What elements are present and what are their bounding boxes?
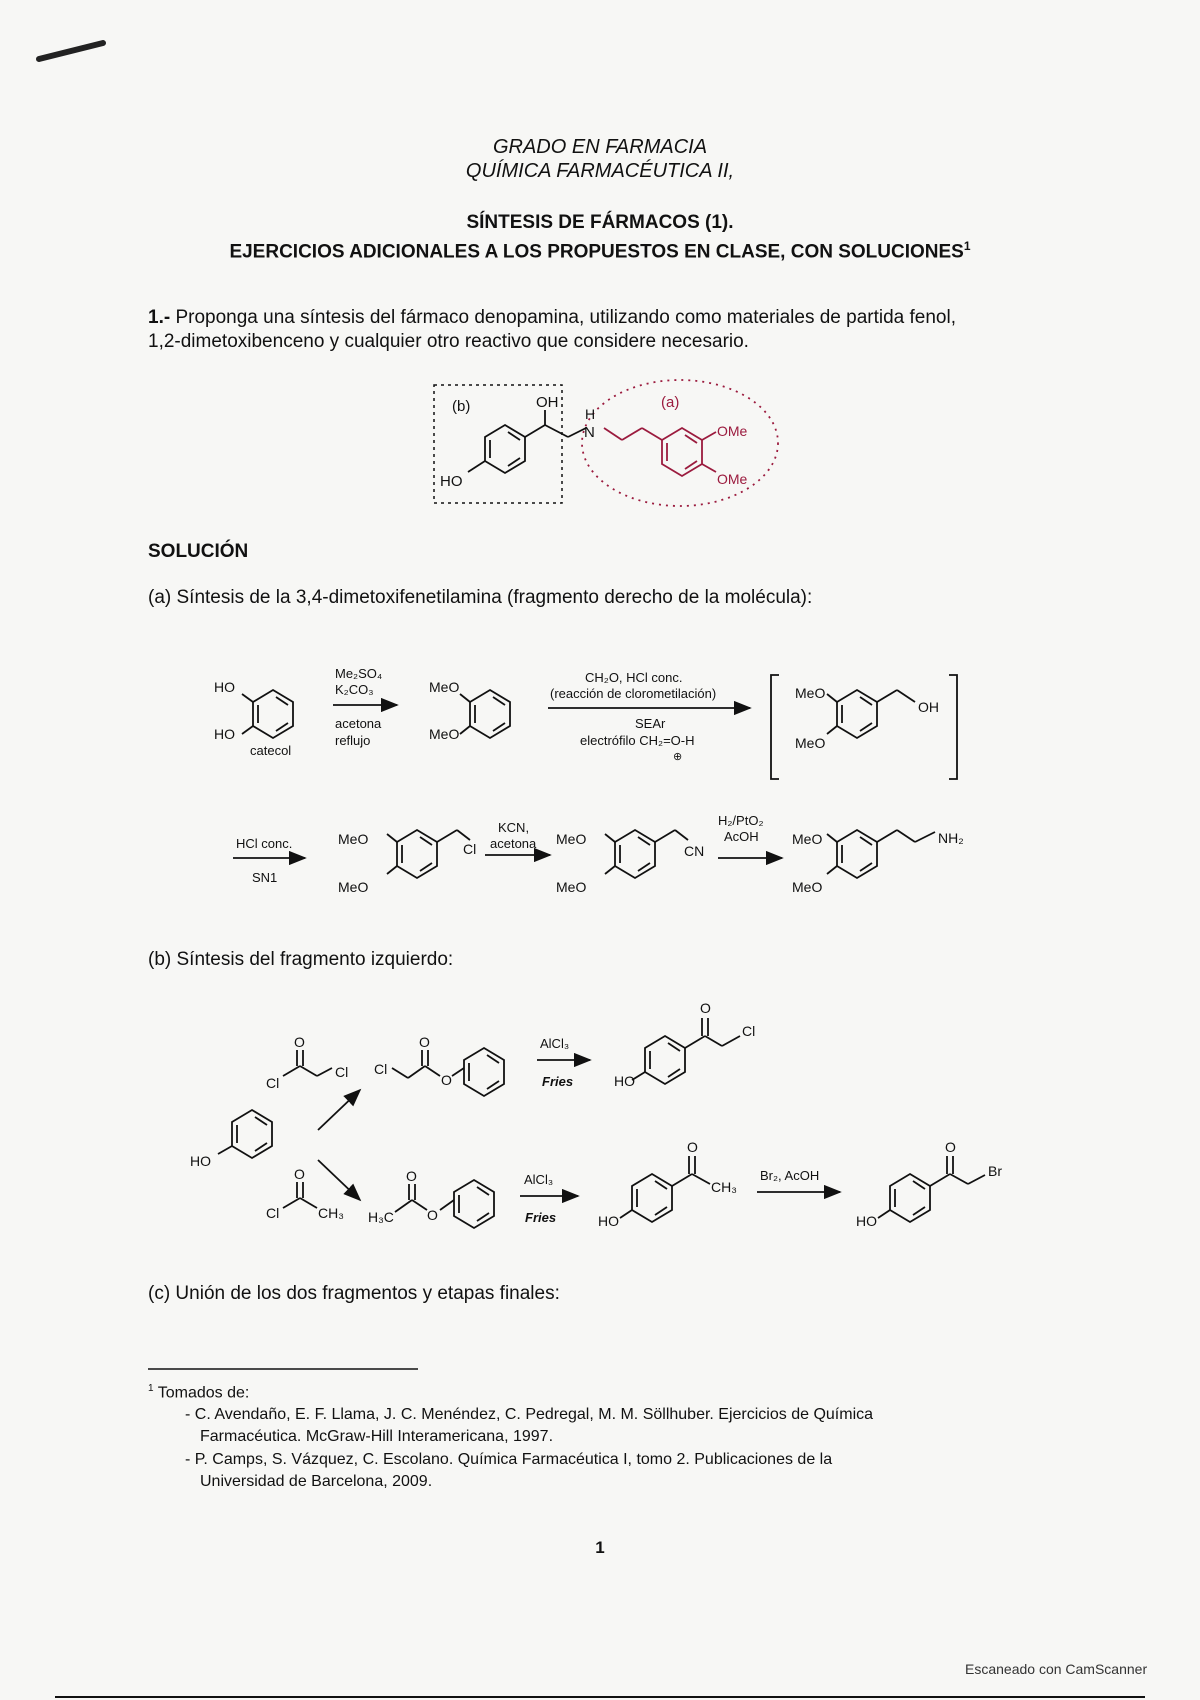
acetyl-chloride <box>283 1182 317 1208</box>
nit-cn: CN <box>684 843 705 859</box>
scheme-a-row-1 <box>214 666 957 779</box>
catechol-ho-1: HO <box>214 679 235 695</box>
label-oh: OH <box>536 394 559 411</box>
reagent-2-top-2: (reacción de clorometilación) <box>550 686 717 701</box>
alcl3-lower: AlCl₃ <box>524 1172 554 1187</box>
section-c-title: (c) Unión de los dos fragmentos y etapas finales: <box>148 1283 560 1304</box>
label-ho: HO <box>440 473 463 490</box>
page-subtitle-text: EJERCICIOS ADICIONALES A LOS PROPUESTOS EN CLASE, CON SOLUCIONES <box>229 241 964 263</box>
cap-ho: HO <box>614 1073 635 1089</box>
pea-meo-1: MeO <box>792 831 823 847</box>
header-degree: GRADO EN FARMACIA <box>492 136 708 158</box>
footnote-ref-1-line-1: - C. Avendaño, E. F. Llama, J. C. Menéndez, C. Pedregal, M. M. Söllhuber. Ejercicios de Química <box>185 1406 874 1423</box>
nit-meo-2: MeO <box>556 879 587 895</box>
footnote-intro-text: Tomados de: <box>157 1384 250 1402</box>
chloroacetyl-chloride <box>283 1050 332 1076</box>
phenol-start <box>218 1110 272 1158</box>
label-b: (b) <box>452 398 471 415</box>
dimethoxyphenethyl-part <box>604 428 716 476</box>
hap-ho: HO <box>598 1213 619 1229</box>
footnote-mark: 1 <box>148 1383 154 1394</box>
bracket-right <box>949 675 957 779</box>
reagent-3-bot: SN1 <box>252 870 278 885</box>
br2-reagent: Br₂, AcOH <box>760 1168 820 1183</box>
chloroacetophenone <box>632 1018 740 1084</box>
pa-o-carbonyl: O <box>406 1168 417 1184</box>
footnote-ref-1-line-2: Farmacéutica. McGraw-Hill Interamericana, 1997. <box>200 1428 554 1445</box>
section-b-title: (b) Síntesis del fragmento izquierdo: <box>148 949 454 970</box>
cac-cl-2: Cl <box>335 1064 349 1080</box>
label-h: H <box>585 406 596 422</box>
phenol-ho: HO <box>190 1153 211 1169</box>
pea-meo-2: MeO <box>792 879 823 895</box>
reagent-1-top-2: K₂CO₃ <box>335 682 374 697</box>
cac-cl-1: Cl <box>266 1075 280 1091</box>
camscanner-watermark: Escaneado con CamScanner <box>965 1661 1148 1677</box>
footnote-ref-2-line-1: - P. Camps, S. Vázquez, C. Escolano. Química Farmacéutica I, tomo 2. Publicaciones de la <box>185 1451 833 1468</box>
cap-cl: Cl <box>742 1023 756 1039</box>
arrow-up <box>318 1090 360 1130</box>
reagent-2-top-1: CH₂O, HCl conc. <box>585 670 683 685</box>
bap-ho: HO <box>856 1213 877 1229</box>
hydroxyacetophenone <box>620 1156 710 1222</box>
fries-upper: Fries <box>542 1074 574 1089</box>
denopamine-structure <box>434 380 778 506</box>
page-title: SÍNTESIS DE FÁRMACOS (1). <box>466 212 734 233</box>
cm-meo-1: MeO <box>338 831 369 847</box>
int-meo-2: MeO <box>795 735 826 751</box>
pa-h3c: H₃C <box>368 1209 394 1225</box>
dimethoxybenzene-structure <box>460 690 510 738</box>
reagent-1-bot-2: reflujo <box>335 733 371 748</box>
section-a-title: (a) Síntesis de la 3,4-dimetoxifenetilamina (fragmento derecho de la molécula): <box>148 587 813 608</box>
alcl3-upper: AlCl₃ <box>540 1036 570 1051</box>
reagent-2-plus: ⊕ <box>673 751 683 763</box>
reagent-5-top-1: H₂/PtO₂ <box>718 813 764 828</box>
pca-o-carbonyl: O <box>419 1034 430 1050</box>
bromoacetophenone <box>878 1156 985 1222</box>
label-n: N <box>584 424 595 441</box>
int-oh: OH <box>918 699 939 715</box>
fries-lower: Fries <box>525 1210 557 1225</box>
pa-o-ester: O <box>427 1207 438 1223</box>
cap-o: O <box>700 1000 711 1016</box>
footnote-ref: 1 <box>963 239 971 253</box>
reagent-2-bot-1: SEAr <box>635 716 666 731</box>
pca-o-ester: O <box>441 1072 452 1088</box>
exercise-number: 1.- <box>148 307 171 328</box>
dmb-meo-2: MeO <box>429 726 460 742</box>
bap-o: O <box>945 1139 956 1155</box>
bracket-left <box>771 675 779 779</box>
footnote-intro <box>148 1383 249 1402</box>
solution-heading: SOLUCIÓN <box>148 541 249 562</box>
catechol-ho-2: HO <box>214 726 235 742</box>
reagent-1-bot-1: acetona <box>335 716 382 731</box>
pca-cl: Cl <box>374 1061 388 1077</box>
label-ome-2: OMe <box>717 471 748 487</box>
phenethylamine-product <box>827 830 935 878</box>
cm-meo-2: MeO <box>338 879 369 895</box>
cac-o: O <box>294 1034 305 1050</box>
footnote-ref-2-line-2: Universidad de Barcelona, 2009. <box>200 1473 433 1490</box>
hap-o: O <box>687 1139 698 1155</box>
int-meo-1: MeO <box>795 685 826 701</box>
dmb-meo-1: MeO <box>429 679 460 695</box>
chloromethyl-compound <box>387 830 470 878</box>
arrow-down <box>318 1160 360 1200</box>
cm-cl: Cl <box>463 841 477 857</box>
pea-nh2: NH₂ <box>938 830 964 846</box>
ac-o: O <box>294 1166 305 1182</box>
ac-ch3: CH₃ <box>318 1205 344 1221</box>
reagent-2-bot-2: electrófilo CH₂=O-H <box>580 733 695 748</box>
hap-ch3: CH₃ <box>711 1179 737 1195</box>
label-ome-1: OMe <box>717 423 748 439</box>
nit-meo-1: MeO <box>556 831 587 847</box>
catechol-structure <box>242 690 293 738</box>
phenol-ring <box>468 410 586 473</box>
bap-br: Br <box>988 1163 1002 1179</box>
scheme-a-row-2 <box>233 813 964 895</box>
reagent-1-top-1: Me₂SO₄ <box>335 666 383 681</box>
ac-cl: Cl <box>266 1205 280 1221</box>
exercise-line-2: 1,2-dimetoxibenceno y cualquier otro reactivo que considere necesario. <box>148 331 749 352</box>
hydroxymethyl-intermediate <box>827 690 915 738</box>
scheme-b <box>190 1000 1002 1229</box>
fragment-a-ellipse <box>582 380 778 506</box>
catechol-label: catecol <box>250 743 292 758</box>
label-a: (a) <box>661 394 680 411</box>
reagent-5-top-2: AcOH <box>724 829 759 844</box>
phenyl-acetate <box>395 1180 494 1228</box>
exercise-text-1: Proponga una síntesis del fármaco denopamina, utilizando como materiales de partida fenol, <box>175 307 956 328</box>
reagent-4-top-1: KCN, <box>498 820 530 835</box>
nitrile-compound <box>605 830 688 878</box>
page-number: 1 <box>595 1538 605 1557</box>
header-course: QUÍMICA FARMACÉUTICA II, <box>465 160 735 182</box>
reagent-4-top-2: acetona <box>490 836 537 851</box>
reagent-3-top: HCl conc. <box>236 836 293 851</box>
